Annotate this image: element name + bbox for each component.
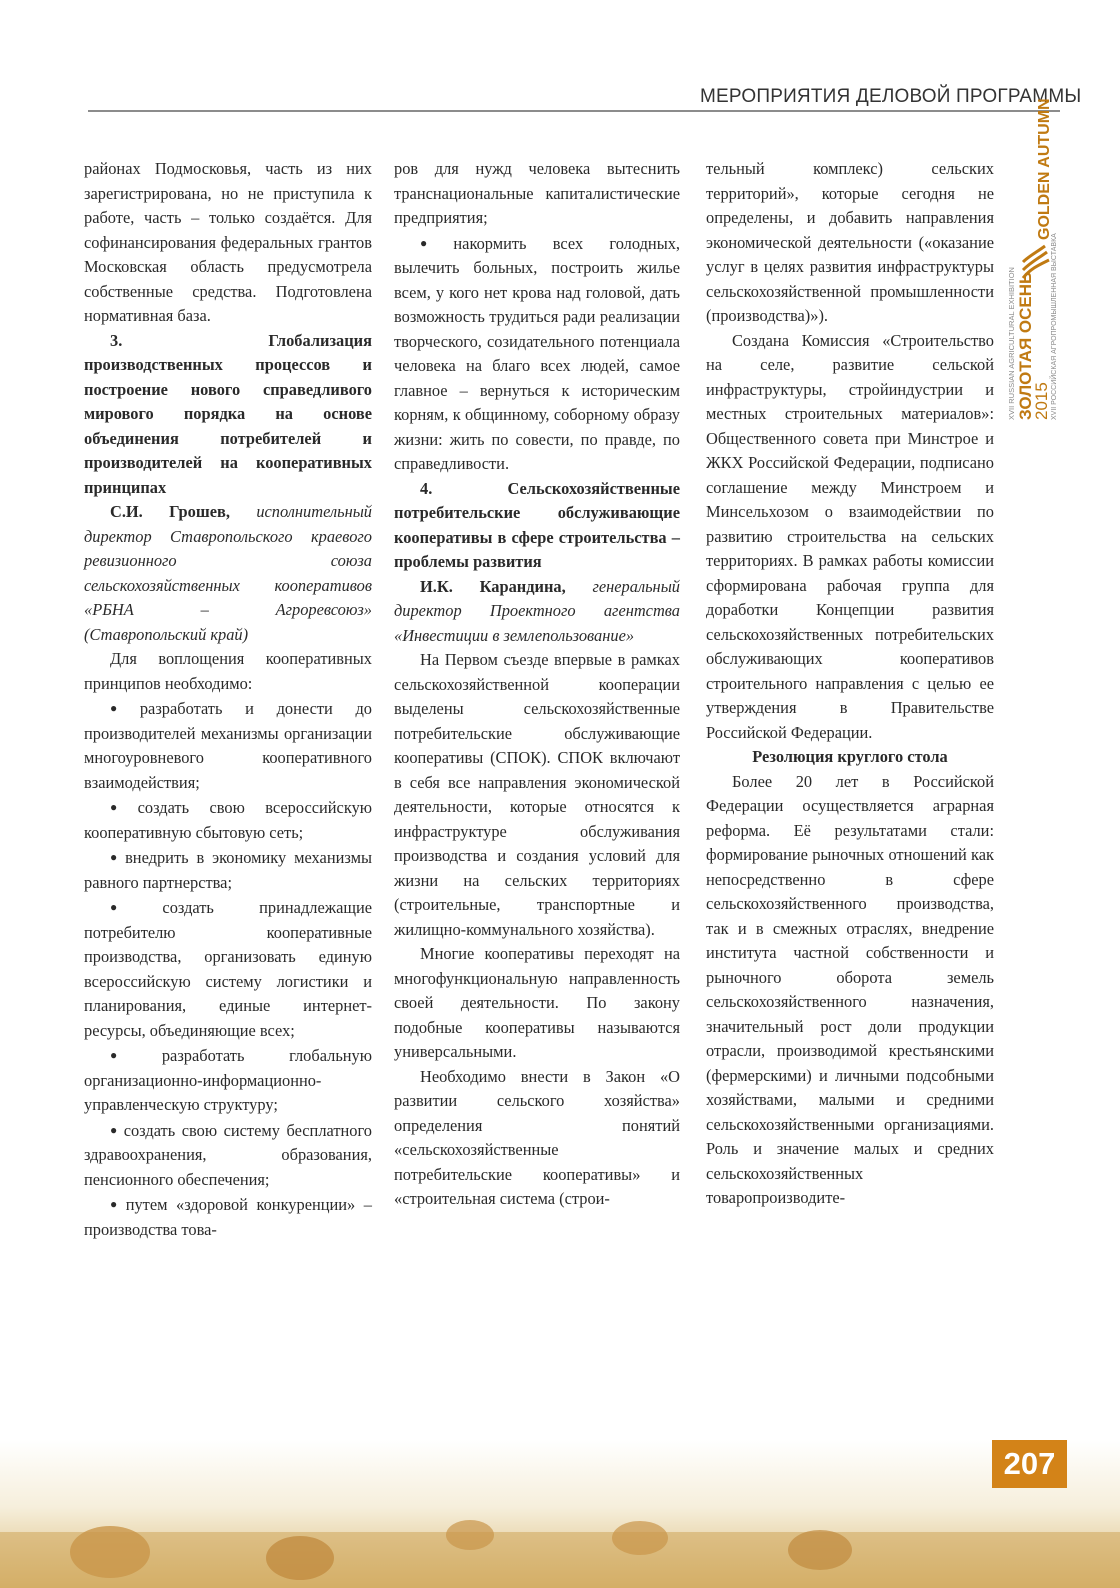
wheat-emblem-icon <box>1023 246 1049 278</box>
section-heading-3: 3. Глобализация производственных процессов и построение нового справедливого мирового порядка на основе объединения потребителей и производителей на кооперативных принципах <box>84 330 372 497</box>
list-item: ● путем «здоровой конкуренции» – производства това- <box>84 1195 372 1239</box>
bullet-icon: ● <box>110 800 134 814</box>
section-header-title: МЕРОПРИЯТИЯ ДЕЛОВОЙ ПРОГРАММЫ <box>700 86 1082 107</box>
hay-bale-icon <box>266 1536 334 1580</box>
bullet-icon: ● <box>420 235 450 250</box>
paragraph: Для воплощения кооперативных принципов необходимо: <box>84 649 372 693</box>
article-column-3 <box>706 157 994 1211</box>
list-item: ● создать принадлежащие потребителю кооперативные производства, организовать единую всероссийскую систему логистики и планирования, единые интернет-ресурсы, объединяющие всех; <box>84 898 373 1040</box>
paragraph: ров для нужд человека вытеснить транснациональные капиталистические предприятия; <box>394 159 680 227</box>
author-credit <box>84 500 372 647</box>
hay-bale-icon <box>788 1530 852 1570</box>
list-item: ● создать свою всероссийскую кооперативную сбытовую сеть; <box>84 798 373 842</box>
logo-line-ru: XVII РОССИЙСКАЯ АГРОПРОМЫШЛЕННАЯ ВЫСТАВКА <box>1051 233 1058 420</box>
logo-ru-name: ЗОЛОТАЯ ОСЕНЬ <box>1016 271 1035 420</box>
article-column-1 <box>84 157 372 1242</box>
author-role: генеральный директор Проектного агентства «Инвестиции в землепользование» <box>394 576 680 645</box>
author-credit <box>394 575 680 649</box>
logo-line-en: XVII RUSSIAN AGRICULTURAL EXHIBITION <box>1007 267 1016 420</box>
golden-autumn-logo <box>1005 98 1058 425</box>
page-number: 207 <box>992 1440 1067 1488</box>
resolution-heading: Резолюция круглого стола <box>752 747 948 766</box>
article-column-2 <box>394 157 680 1212</box>
bullet-icon: ● <box>110 900 159 914</box>
list-item: ● создать свою систему бесплатного здравоохранения, образования, пенсионного обеспечения; <box>84 1120 372 1189</box>
list-item: ● накормить всех голодных, вылечить больных, построить жилье всем, у кого нет крова над головой, дать возможность трудиться ради реализации творческого, созидательного потенциала человека на благо всех людей, самое главное – вернуться к историческим корням, к общинному, соборному образу жизни: жить по совести, по правде, по справедливости. <box>394 233 680 473</box>
list-item: ● разработать и донести до производителей механизмы организации многоуровневого кооперативного взаимодействия; <box>84 699 372 792</box>
hay-bale-icon <box>446 1520 494 1550</box>
paragraph: Многие кооперативы переходят на многофункциональную направленность своей деятельности. По закону подобные кооперативы называются универсальными. <box>394 944 680 1061</box>
paragraph: Создана Комиссия «Строительство на селе, развитие сельской инфраструктуры, стройиндустрии и местных строительных материалов»: Общественного совета при Минстрое и ЖКХ Российской Федерации, подписано соглашение между Минстроем и Минсельхозом о взаимодействии по развитию строительства на сельских территориях. В рамках работы комиссии сформирована рабочая группа для доработки Концепции развития сельскохозяйственных потребительских обслуживающих кооперативов строительного направления с целью ее утверждения в Правительстве Российской Федерации. <box>706 330 994 742</box>
section-heading-4: 4. Сельскохозяйственные потребительские обслуживающие кооперативы в сфере строительства – проблемы развития <box>394 478 680 571</box>
bullet-icon: ● <box>110 850 122 864</box>
hay-bale-icon <box>612 1521 668 1555</box>
paragraph: тельный комплекс) сельских территорий», которые сегодня не определены, и добавить направления экономической деятельности («оказание услуг в целях развития инфраструктуры сельскохозяйственной промышленности (производства)»). <box>706 159 994 325</box>
footer-field-illustration <box>0 1440 1120 1588</box>
author-name: С.И. Грошев, <box>110 502 230 521</box>
author-name: И.К. Карандина, <box>420 576 566 596</box>
bullet-icon: ● <box>110 1122 120 1137</box>
logo-en-name: GOLDEN AUTUMN <box>1036 98 1053 240</box>
paragraph: На Первом съезде впервые в рамках сельскохозяйственной кооперации выделены сельскохозяйственные потребительские обслуживающие кооперативы (СПОК). СПОК включают в себя все направления экономической деятельности, которые относятся к инфраструктуре обслуживания производства и создания условий для жизни на сельских территориях (строительные, транспортные и жилищно-коммунального хозяйства). <box>394 650 680 939</box>
list-item: ● разработать глобальную организационно-информационно-управленческую структуру; <box>84 1046 373 1114</box>
logo-year: 2015 <box>1032 382 1051 420</box>
paragraph: районах Подмосковья, часть из них зарегистрирована, но не приступила к работе, часть – только создаётся. Для софинансирования федеральных грантов Московская область предусмотрела собственные средства. Подготовлена нормативная база. <box>84 159 372 325</box>
paragraph: Необходимо внести в Закон «О развитии сельского хозяйства» определения понятий «сельскохозяйственные потребительские кооперативы» и «строительная система (строи- <box>394 1066 680 1208</box>
bullet-icon: ● <box>110 1048 158 1062</box>
paragraph: Более 20 лет в Российской Федерации осуществляется аграрная реформа. Её результатами стали: формирование рыночных отношений как непосредственно в сфере сельскохозяйственного производства, так и в смежных отраслях, внедрение института частной собственности и рыночного оборота земель сельскохозяйственного назначения, значительный рост доли продукции отрасли, производимой крестьянскими (фермерскими) и личными подсобными хозяйствами, малыми и средними сельскохозяйственными организациями. Роль и значение малых и средних сельскохозяйственных товаропроизводите- <box>706 771 994 1207</box>
bullet-icon: ● <box>110 701 136 715</box>
author-role: исполнительный директор Ставропольского краевого ревизионного союза сельскохозяйственных кооперативов «РБНА – Агроревсоюз» (Ставропольский край) <box>84 502 372 644</box>
header-divider <box>88 110 1060 112</box>
bullet-icon: ● <box>110 1197 122 1211</box>
list-item: ● внедрить в экономику механизмы равного партнерства; <box>84 848 372 892</box>
hay-bale-icon <box>70 1526 150 1578</box>
